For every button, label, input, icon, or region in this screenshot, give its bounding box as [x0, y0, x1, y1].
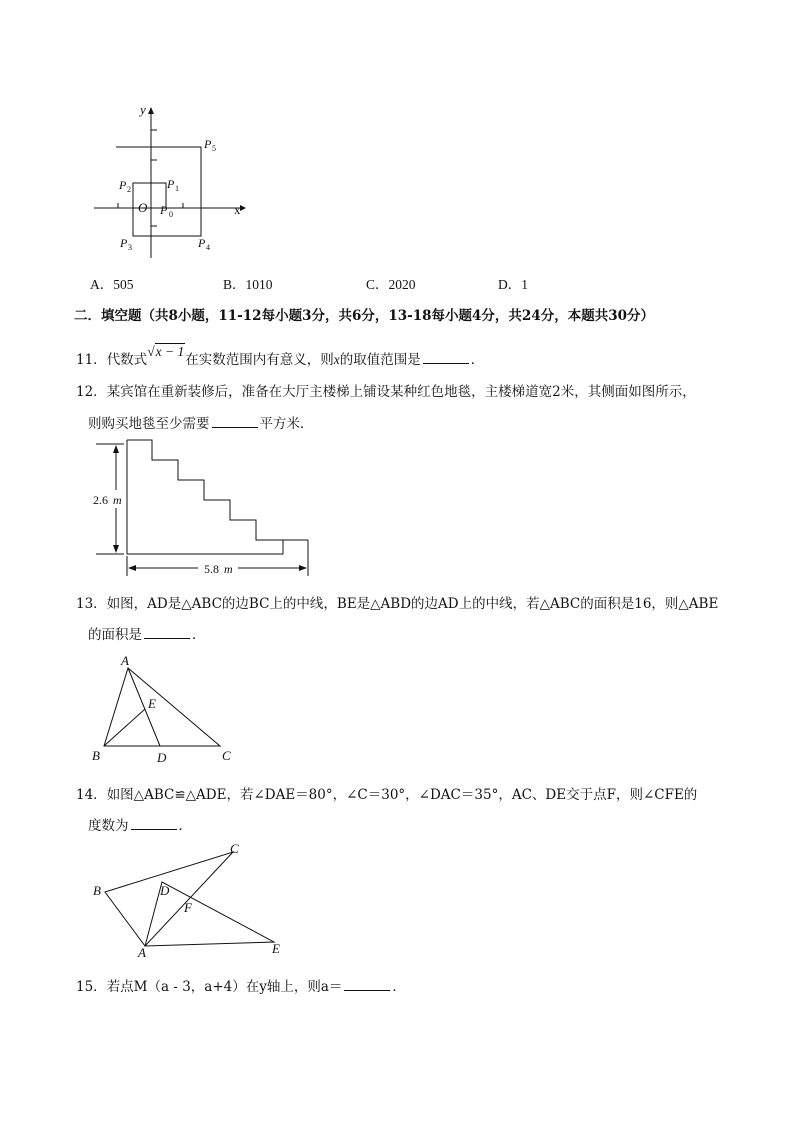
svg-text:E: E — [272, 941, 280, 956]
label-p4: P — [198, 236, 206, 250]
svg-text:B: B — [92, 748, 100, 763]
svg-text:A: A — [138, 945, 146, 960]
answer-blank-15[interactable] — [344, 978, 390, 991]
svg-text:m: m — [113, 493, 122, 507]
question-12-line2: 则购买地毯至少需要 平方米． — [88, 416, 314, 432]
question-12-line1: 12．某宾馆在重新装修后，准备在大厅主楼梯上铺设某种红色地毯，主楼梯道宽2米，其侧面如图所示， — [76, 384, 696, 400]
stairs-figure — [88, 436, 318, 578]
svg-text:1: 1 — [175, 184, 179, 193]
choice-c[interactable]: C．2020 — [366, 277, 416, 292]
width-label: 5.8 — [204, 562, 219, 576]
label-x: x — [234, 202, 241, 217]
label-p1: P — [167, 177, 175, 191]
svg-text:A: A — [121, 653, 129, 668]
svg-text:4: 4 — [206, 243, 210, 252]
choice-a[interactable]: A．505 — [90, 277, 134, 292]
label-p0: P — [160, 203, 168, 217]
triangle-abc-2 — [105, 852, 233, 946]
choice-d[interactable]: D．1 — [498, 277, 528, 292]
question-11: 11．代数式√x − 1在实数范围内有意义，则x的取值范围是 ． — [76, 344, 485, 368]
y-axis-arrow — [148, 107, 154, 114]
height-label: 2.6 — [93, 493, 108, 507]
question-15: 15．若点M（a - 3，a+4）在y轴上，则a＝ ． — [76, 979, 406, 995]
svg-text:B: B — [93, 883, 101, 898]
answer-blank-13[interactable] — [144, 626, 190, 639]
label-p5: P — [204, 137, 212, 151]
triangle-figure-13 — [88, 652, 248, 767]
svg-text:F: F — [184, 900, 192, 915]
svg-text:C: C — [222, 748, 231, 763]
triangle-figure-14 — [88, 840, 298, 960]
svg-text:D: D — [157, 750, 167, 765]
svg-text:2: 2 — [127, 185, 131, 194]
answer-blank-12[interactable] — [212, 415, 258, 428]
sqrt-expression: √x − 1 — [147, 344, 185, 359]
question-13-line1: 13．如图，AD是△ABC的边BC上的中线，BE是△ABD的边AD上的中线，若△ABC的面积是16，则△ABE — [76, 596, 719, 612]
svg-text:5: 5 — [212, 144, 216, 153]
svg-text:D: D — [160, 883, 170, 898]
section-title: 二．填空题（共8小题，11-12每小题3分，共6分，13-18每小题4分，共24分，本题共30分） — [74, 308, 654, 324]
svg-text:m: m — [224, 562, 233, 576]
choice-row — [90, 273, 690, 291]
triangle-abc — [104, 668, 220, 746]
x-axis-arrow — [240, 205, 246, 211]
choice-b[interactable]: B．1010 — [223, 277, 273, 292]
question-14-line1: 14．如图△ABC≌△ADE，若∠DAE＝80°，∠C＝30°，∠DAC＝35°，AC、DE交于点F，则∠CFE的 — [76, 787, 698, 803]
path-p5 — [116, 147, 201, 208]
label-p2: P — [119, 178, 127, 192]
question-14-line2: 度数为 ． — [88, 818, 192, 834]
svg-text:0: 0 — [169, 210, 173, 219]
stairs-outline — [127, 440, 283, 554]
answer-blank-11[interactable] — [423, 351, 469, 364]
svg-text:3: 3 — [128, 243, 132, 252]
label-p3: P — [120, 236, 128, 250]
coordinate-figure — [88, 100, 258, 260]
svg-text:E: E — [148, 696, 156, 711]
label-y: y — [140, 102, 146, 117]
answer-blank-14[interactable] — [131, 817, 177, 830]
question-13-line2: 的面积是 ． — [88, 627, 206, 643]
svg-text:C: C — [230, 841, 239, 856]
label-o: O — [138, 200, 148, 215]
